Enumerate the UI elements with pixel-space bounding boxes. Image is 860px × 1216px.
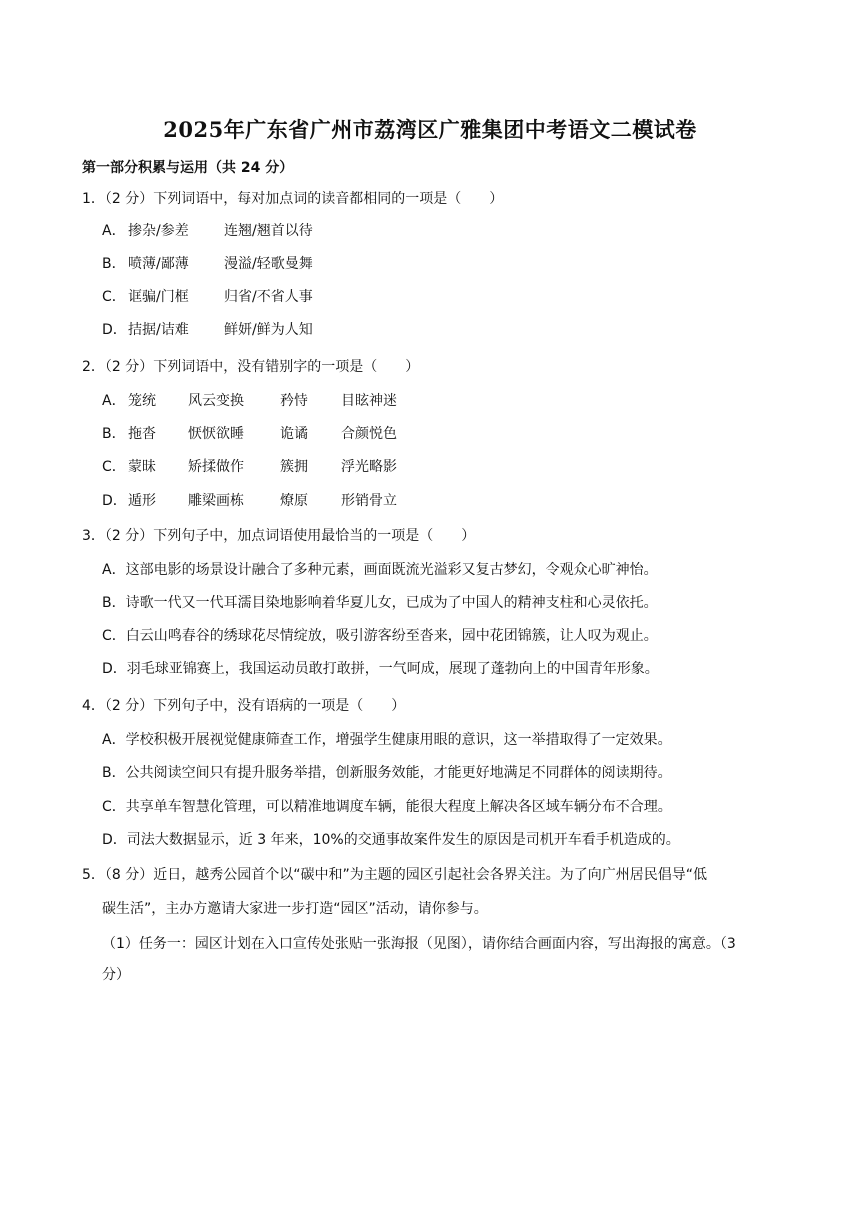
question-5-stem-line2: 碳生活”，主办方邀请大家进一步打造“园区”活动，请你参与。 bbox=[102, 901, 488, 917]
q1-option-c-word2: 归省/不省人事 bbox=[224, 289, 313, 305]
q2-option-a-word: 目眩神迷 bbox=[341, 393, 397, 409]
q2-option-b-word: 诡谲 bbox=[280, 426, 308, 442]
page-title: 2025年广东省广州市荔湾区广雅集团中考语文二模试卷 bbox=[163, 117, 697, 142]
q2-option-d-word: 燎原 bbox=[280, 493, 308, 509]
section-heading: 第一部分积累与运用（共 24 分） bbox=[82, 160, 294, 176]
q3-option-a: A．这部电影的场景设计融合了多种元素，画面既流光溢彩又复古梦幻，令观众心旷神怡。 bbox=[102, 562, 658, 578]
q1-option-d-word2: 鲜妍/鲜为人知 bbox=[224, 322, 313, 338]
q5-task1-line2: 分） bbox=[102, 967, 130, 983]
q4-option-b: B．公共阅读空间只有提升服务举措，创新服务效能，才能更好地满足不同群体的阅读期待。 bbox=[102, 765, 672, 781]
q2-option-d-word: 遁形 bbox=[128, 493, 156, 509]
q2-option-c-letter: C． bbox=[102, 459, 126, 475]
q2-option-b-word: 拖沓 bbox=[128, 426, 156, 442]
q3-option-c: C．白云山鸣春谷的绣球花尽情绽放，吸引游客纷至沓来，园中花团锦簇，让人叹为观止。 bbox=[102, 628, 658, 644]
q2-option-c-word: 蒙昧 bbox=[128, 459, 156, 475]
q2-option-b-word: 合颜悦色 bbox=[341, 426, 397, 442]
q1-option-a-word2: 连翘/翘首以待 bbox=[224, 223, 313, 239]
q1-option-b-word1: 喷薄/鄙薄 bbox=[128, 256, 189, 272]
q5-task1-line1: （1）任务一：园区计划在入口宣传处张贴一张海报（见图），请你结合画面内容，写出海报的寓意。（3 bbox=[102, 936, 736, 952]
question-4-stem: 4．（2 分）下列句子中，没有语病的一项是（ ） bbox=[82, 698, 406, 714]
q2-option-d-word: 形销骨立 bbox=[341, 493, 397, 509]
q2-option-c-word: 簇拥 bbox=[280, 459, 308, 475]
q2-option-d-word: 雕梁画栋 bbox=[188, 493, 244, 509]
question-2-stem: 2．（2 分）下列词语中，没有错别字的一项是（ ） bbox=[82, 359, 420, 375]
q1-option-c-word1: 诓骗/门框 bbox=[128, 289, 189, 305]
q4-option-a: A．学校积极开展视觉健康筛查工作，增强学生健康用眼的意识，这一举措取得了一定效果。 bbox=[102, 732, 672, 748]
question-5-stem-line1: 5．（8 分）近日，越秀公园首个以“碳中和”为主题的园区引起社会各界关注。为了向广州居民倡导“低 bbox=[82, 867, 708, 883]
q2-option-c-word: 浮光略影 bbox=[341, 459, 397, 475]
q1-option-d-word1: 拮据/诘难 bbox=[128, 322, 189, 338]
q3-option-d: D．羽毛球亚锦赛上，我国运动员敢打敢拼，一气呵成，展现了蓬勃向上的中国青年形象。 bbox=[102, 661, 659, 677]
q2-option-a-word: 矜恃 bbox=[280, 393, 308, 409]
q1-option-a-word1: 掺杂/参差 bbox=[128, 223, 189, 239]
q4-option-d: D．司法大数据显示，近 3 年来，10%的交通事故案件发生的原因是司机开车看手机造成的。 bbox=[102, 832, 680, 848]
q1-option-a-letter: A． bbox=[102, 223, 126, 239]
q4-option-c: C．共享单车智慧化管理，可以精准地调度车辆，能很大程度上解决各区域车辆分布不合理。 bbox=[102, 799, 672, 815]
q2-option-a-word: 笼统 bbox=[128, 393, 156, 409]
q1-option-d-letter: D． bbox=[102, 322, 127, 338]
q1-option-b-word2: 漫溢/轻歌曼舞 bbox=[224, 256, 313, 272]
q1-option-b-letter: B． bbox=[102, 256, 126, 272]
q2-option-b-word: 恹恹欲睡 bbox=[188, 426, 244, 442]
question-1-stem: 1．（2 分）下列词语中，每对加点词的读音都相同的一项是（ ） bbox=[82, 191, 504, 207]
q2-option-a-letter: A． bbox=[102, 393, 126, 409]
q3-option-b: B．诗歌一代又一代耳濡目染地影响着华夏儿女，已成为了中国人的精神支柱和心灵依托。 bbox=[102, 595, 658, 611]
q2-option-d-letter: D． bbox=[102, 493, 127, 509]
q2-option-c-word: 矫揉做作 bbox=[188, 459, 244, 475]
q1-option-c-letter: C． bbox=[102, 289, 126, 305]
q2-option-a-word: 风云变换 bbox=[188, 393, 244, 409]
q2-option-b-letter: B． bbox=[102, 426, 126, 442]
question-3-stem: 3．（2 分）下列句子中，加点词语使用最恰当的一项是（ ） bbox=[82, 528, 476, 544]
